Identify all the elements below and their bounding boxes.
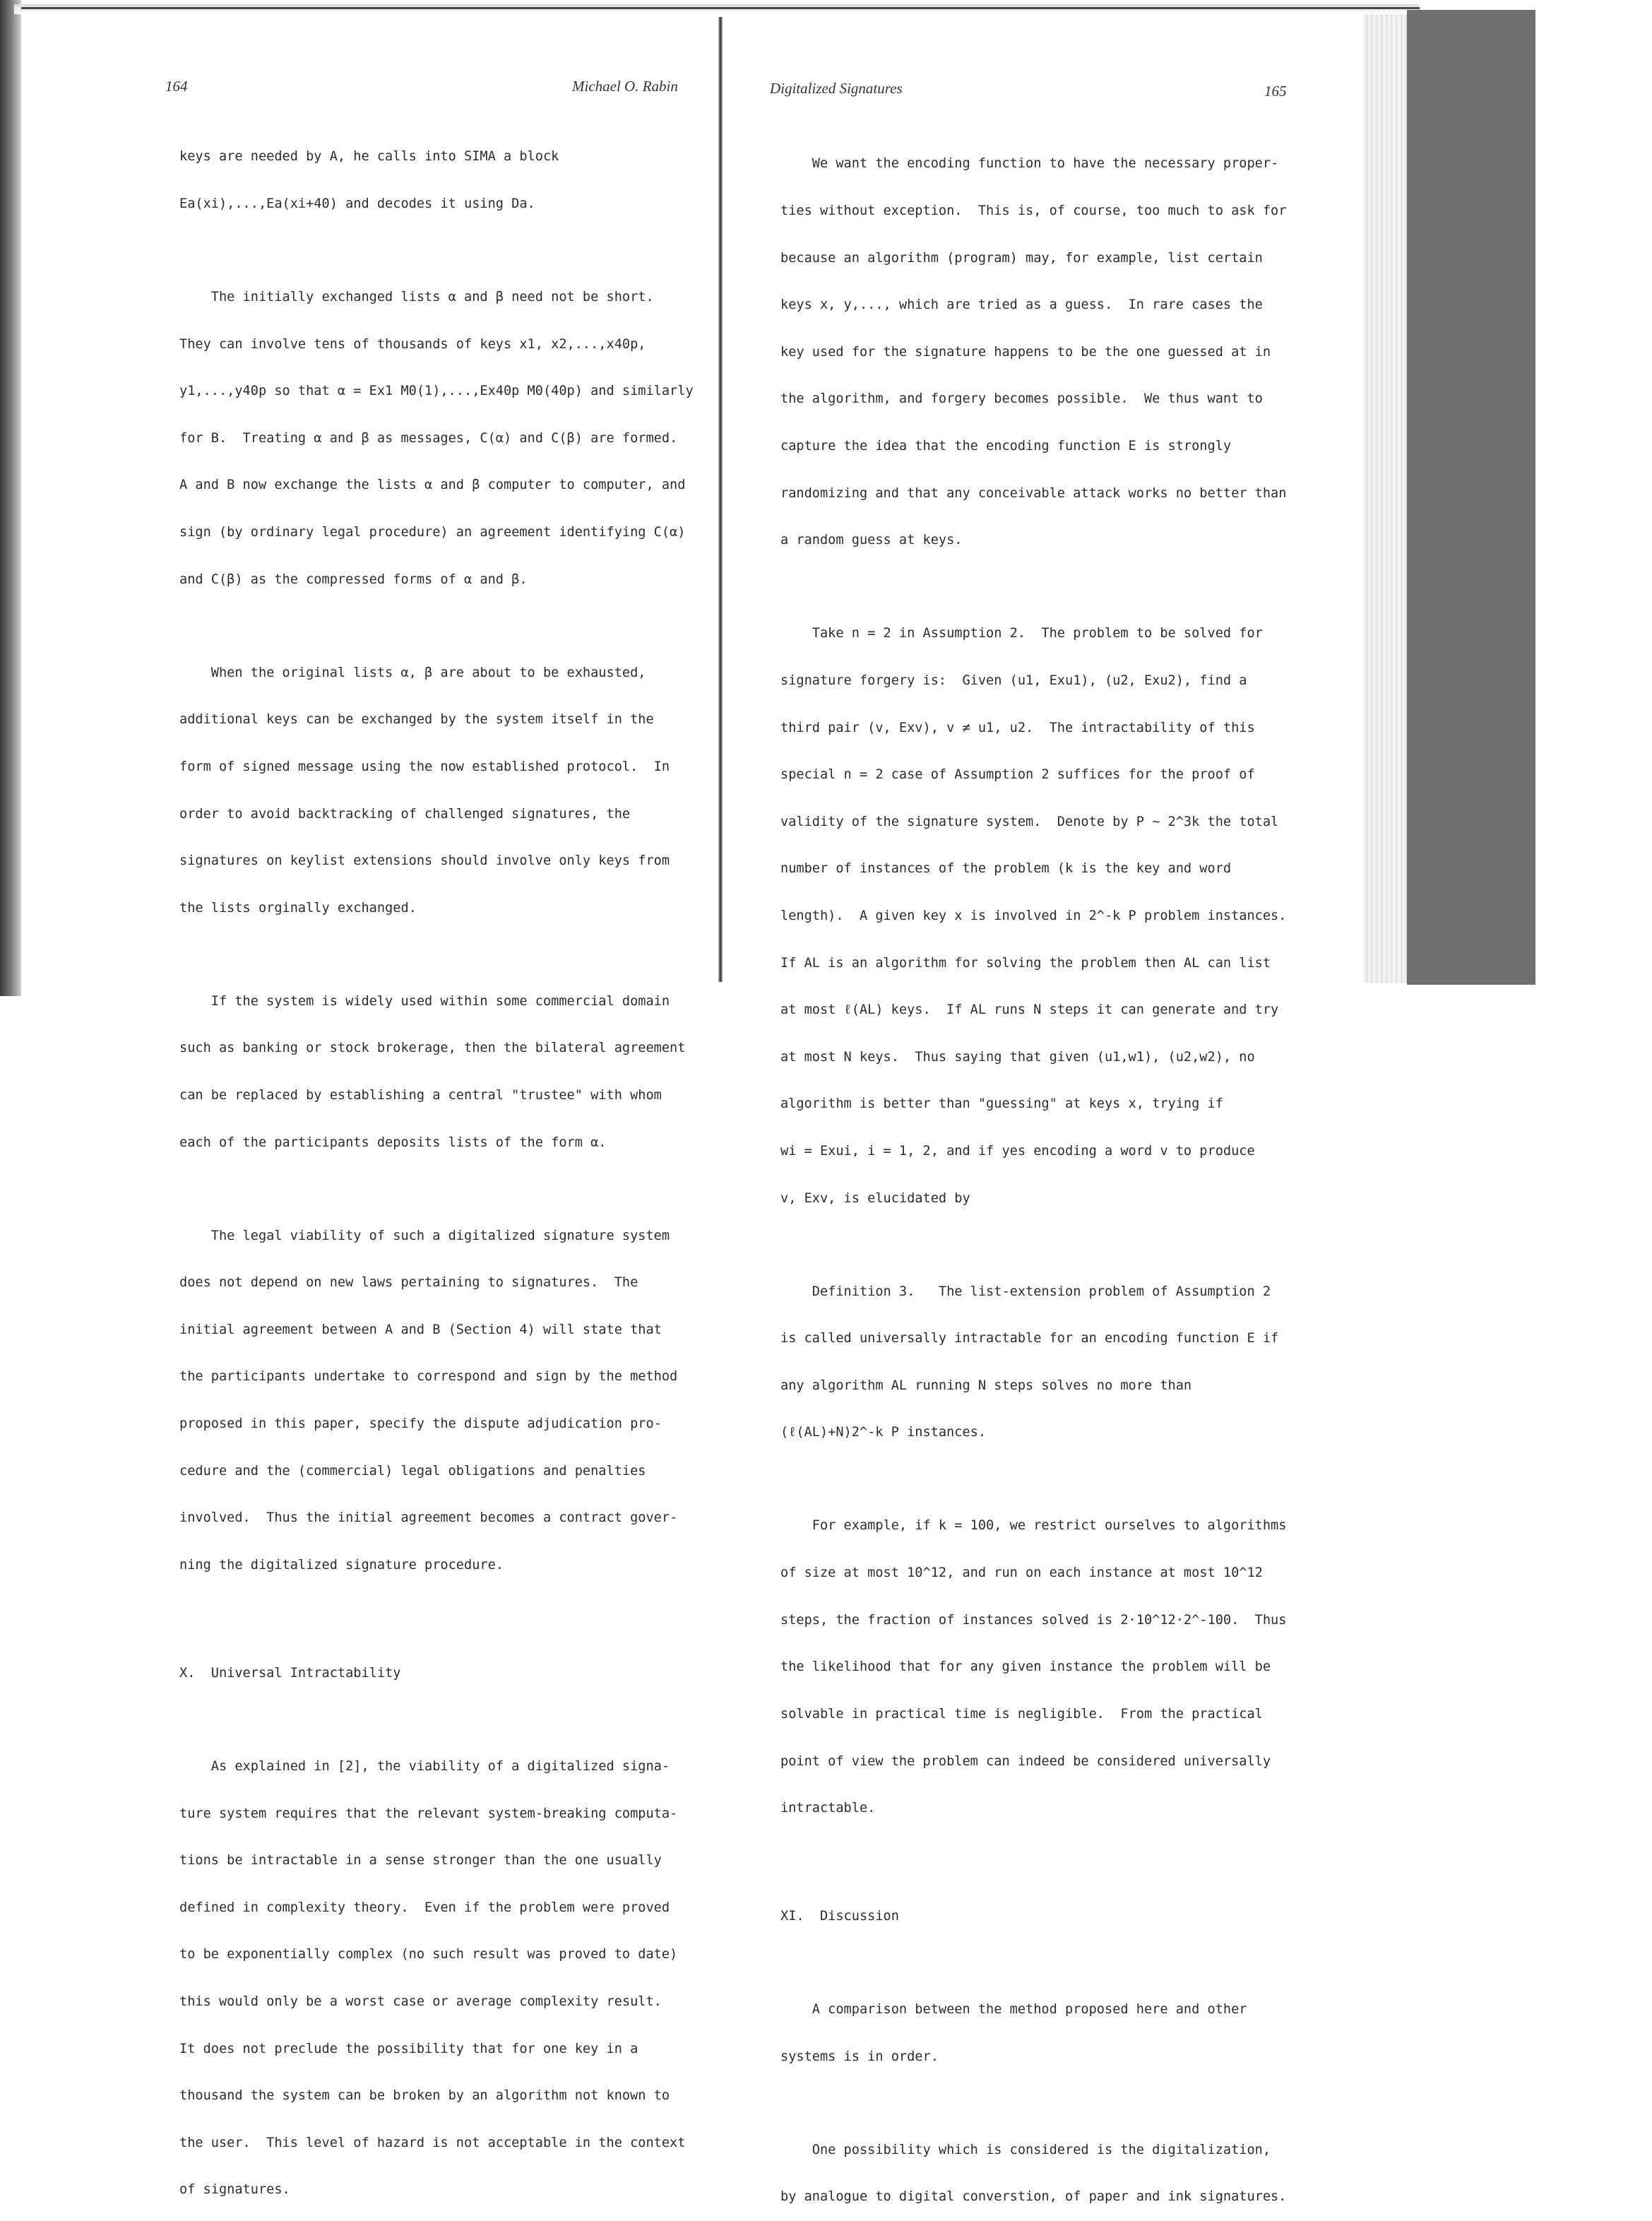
text-line: Definition 3. The list-extension problem of Assumption 2: [780, 1284, 1271, 1299]
text-line: It does not preclude the possibility that for one key in a: [179, 2041, 638, 2056]
text-line: order to avoid backtracking of challenged signatures, the: [179, 806, 631, 822]
text-line: signature forgery is: Given (u1, Exu1), (u2, Exu2), find a: [780, 673, 1247, 688]
text-line: We want the encoding function to have the necessary proper-: [780, 156, 1279, 172]
right-page-body: [780, 125, 1286, 2221]
section-heading: XI. Discussion: [780, 1909, 899, 1924]
right-running-head: Digitalized Signatures: [770, 80, 903, 97]
page-stack-edge: [1363, 14, 1407, 983]
text-line: to be exponentially complex (no such result was proved to date): [179, 1947, 678, 1962]
text-line: and C(β) as the compressed forms of α and β.: [179, 571, 528, 587]
text-line: at most N keys. Thus saying that given (u1,w1), (u2,w2), no: [780, 1049, 1255, 1065]
text-line: algorithm is better than "guessing" at keys x, trying if: [780, 1096, 1223, 1112]
text-line: Ea(xi),...,Ea(xi+40) and decodes it using Da.: [179, 196, 535, 212]
text-line: can be replaced by establishing a central "trustee" with whom: [179, 1087, 662, 1103]
book-left-edge: [0, 0, 21, 996]
text-line: cedure and the (commercial) legal obligations and penalties: [179, 1463, 646, 1479]
text-line: They can involve tens of thousands of keys x1, x2,...,x40p,: [179, 336, 646, 352]
text-line: for B. Treating α and β as messages, C(α) and C(β) are formed.: [179, 430, 678, 446]
text-line: key used for the signature happens to be the one guessed at in: [780, 344, 1271, 360]
text-line: signatures on keylist extensions should involve only keys from: [179, 853, 670, 869]
text-line: If the system is widely used within some commercial domain: [179, 993, 670, 1009]
left-page-number: 164: [165, 78, 188, 95]
text-line: For example, if k = 100, we restrict ourselves to algorithms: [780, 1518, 1287, 1534]
text-line: because an algorithm (program) may, for example, list certain: [780, 250, 1263, 266]
text-line: validity of the signature system. Denote by P ∼ 2^3k the total: [780, 814, 1279, 829]
text-line: thousand the system can be broken by an algorithm not known to: [179, 2088, 670, 2104]
text-line: the user. This level of hazard is not acceptable in the context: [179, 2135, 686, 2150]
text-line: number of instances of the problem (k is the key and word: [780, 861, 1232, 877]
text-line: One possibility which is considered is the digitalization,: [780, 2142, 1271, 2157]
text-line: this would only be a worst case or average complexity result.: [179, 1994, 662, 2009]
text-line: at most ℓ(AL) keys. If AL runs N steps it can generate and try: [780, 1002, 1279, 1018]
text-line: the likelihood that for any given instance the problem will be: [780, 1659, 1271, 1675]
text-line: a random guess at keys.: [780, 533, 963, 548]
section-heading: X. Universal Intractability: [179, 1665, 401, 1681]
text-line: As explained in [2], the viability of a digitalized signa-: [179, 1758, 670, 1774]
text-line: sign (by ordinary legal procedure) an agreement identifying C(α): [179, 525, 686, 540]
left-running-head: Michael O. Rabin: [572, 78, 678, 95]
text-line: ties without exception. This is, of course, too much to ask for: [780, 203, 1287, 219]
text-line: length). A given key x is involved in 2^-k P problem instances.: [780, 908, 1287, 923]
text-line: point of view the problem can indeed be considered universally: [780, 1753, 1271, 1769]
text-line: When the original lists α, β are about to be exhausted,: [179, 665, 646, 680]
left-page-body: [179, 118, 694, 2214]
text-line: The initially exchanged lists α and β need not be short.: [179, 290, 654, 305]
text-line: intractable.: [780, 1801, 876, 1816]
page-top-edge: [21, 7, 1420, 9]
text-line: systems is in order.: [780, 2049, 939, 2064]
text-line: each of the participants deposits lists of the form α.: [179, 1135, 607, 1150]
text-line: the participants undertake to correspond and sign by the method: [179, 1369, 678, 1385]
text-line: (ℓ(AL)+N)2^-k P instances.: [780, 1425, 987, 1440]
text-line: steps, the fraction of instances solved is 2·10^12·2^-100. Thus: [780, 1612, 1287, 1628]
text-line: defined in complexity theory. Even if the problem were proved: [179, 1900, 670, 1915]
text-line: of size at most 10^12, and run on each instance at most 10^12: [780, 1565, 1263, 1581]
text-line: special n = 2 case of Assumption 2 suffices for the proof of: [780, 767, 1255, 783]
text-line: ning the digitalized signature procedure.: [179, 1557, 504, 1573]
margin-area: [1535, 0, 1652, 1198]
text-line: such as banking or stock brokerage, then the bilateral agreement: [179, 1041, 686, 1056]
book-gutter: [718, 17, 723, 982]
text-line: form of signed message using the now established protocol. In: [179, 759, 670, 774]
text-line: proposed in this paper, specify the dispute adjudication pro-: [179, 1416, 662, 1432]
text-line: by analogue to digital converstion, of paper and ink signatures.: [780, 2189, 1287, 2205]
text-line: A comparison between the method proposed here and other: [780, 2002, 1247, 2018]
text-line: A and B now exchange the lists α and β computer to computer, and: [179, 478, 686, 493]
text-line: If AL is an algorithm for solving the problem then AL can list: [780, 955, 1271, 971]
text-line: is called universally intractable for an encoding function E if: [780, 1331, 1279, 1346]
scanner-shadow: [1407, 10, 1535, 985]
text-line: Take n = 2 in Assumption 2. The problem to be solved for: [780, 626, 1263, 641]
text-line: of signatures.: [179, 2182, 290, 2198]
text-line: initial agreement between A and B (Section 4) will state that: [179, 1322, 662, 1337]
text-line: The legal viability of such a digitalized signature system: [179, 1228, 670, 1243]
text-line: y1,...,y40p so that α = Ex1 M0(1),...,Ex40p M0(40p) and similarly: [179, 384, 694, 399]
right-page-number: 165: [1264, 83, 1287, 100]
text-line: does not depend on new laws pertaining to signatures. The: [179, 1275, 638, 1291]
text-line: the algorithm, and forgery becomes possible. We thus want to: [780, 391, 1263, 407]
text-line: any algorithm AL running N steps solves no more than: [780, 1378, 1192, 1393]
text-line: involved. Thus the initial agreement becomes a contract gover-: [179, 1510, 678, 1526]
text-line: third pair (v, Exv), v ≠ u1, u2. The intractability of this: [780, 720, 1255, 735]
text-line: tions be intractable in a sense stronger than the one usually: [179, 1853, 662, 1868]
text-line: keys x, y,..., which are tried as a guess. In rare cases the: [780, 297, 1263, 313]
text-line: v, Exv, is elucidated by: [780, 1190, 970, 1206]
text-line: ture system requires that the relevant system-breaking computa-: [179, 1806, 678, 1821]
page-top-shadow: [14, 4, 1420, 14]
text-line: the lists orginally exchanged.: [179, 900, 417, 916]
text-line: keys are needed by A, he calls into SIMA a block: [179, 149, 559, 165]
text-line: randomizing and that any conceivable attack works no better than: [780, 485, 1287, 501]
text-line: solvable in practical time is negligible. From the practical: [780, 1706, 1263, 1722]
text-line: capture the idea that the encoding function E is strongly: [780, 439, 1232, 454]
text-line: additional keys can be exchanged by the system itself in the: [179, 712, 654, 728]
text-line: wi = Exui, i = 1, 2, and if yes encoding a word v to produce: [780, 1144, 1255, 1159]
